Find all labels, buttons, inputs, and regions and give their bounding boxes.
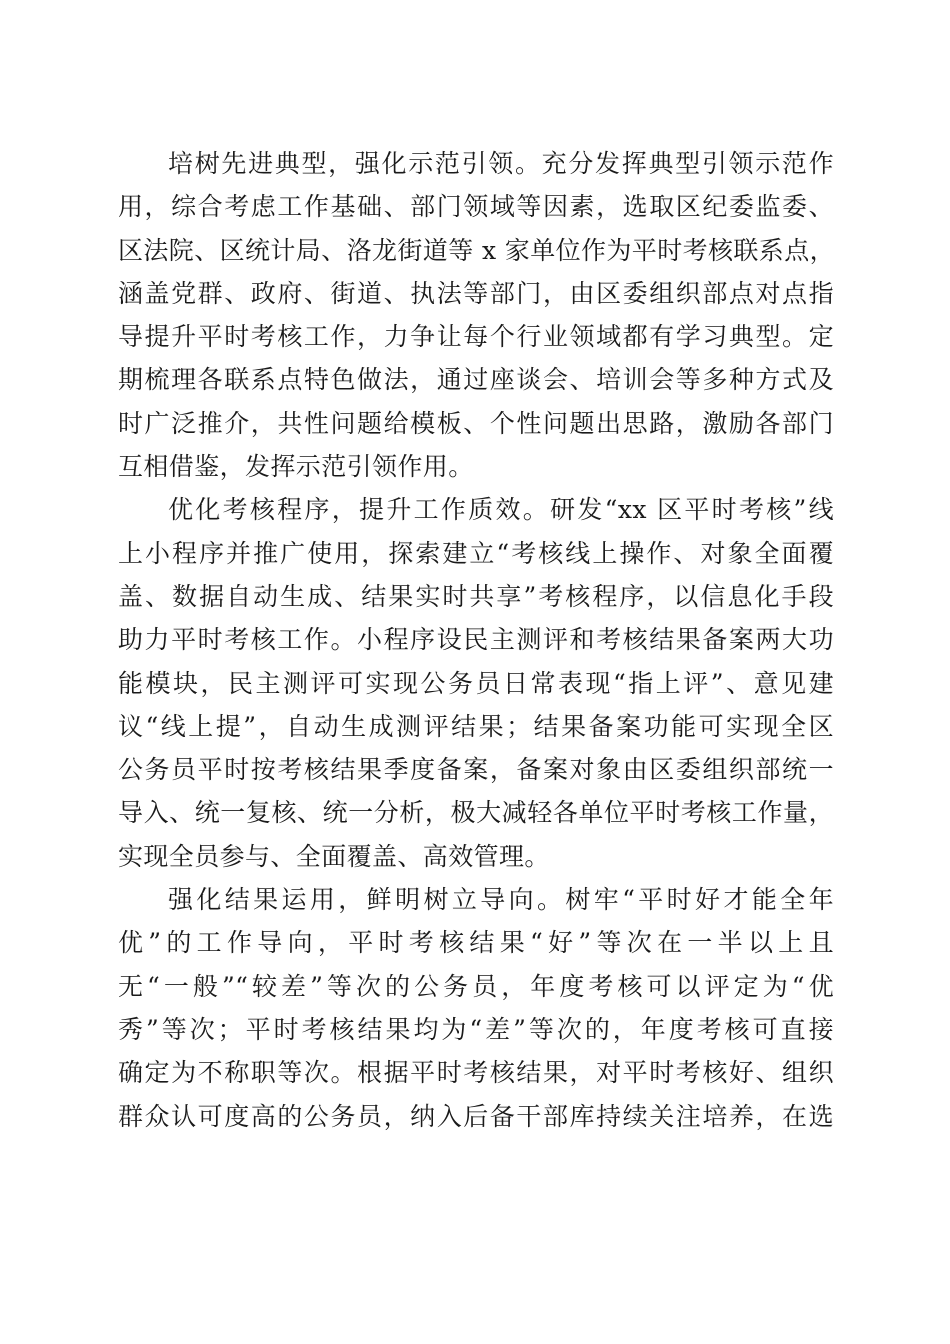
text-line: 期梳理各联系点特色做法，通过座谈会、培训会等多种方式及 [118, 365, 834, 395]
text-line: 实现全员参与、全面覆盖、高效管理。 [118, 841, 550, 871]
text-line: 时广泛推介，共性问题给模板、个性问题出思路，激励各部门 [118, 408, 834, 438]
text-line: 公务员平时按考核结果季度备案，备案对象由区委组织部统一 [118, 755, 834, 785]
text-line: 盖、数据自动生成、结果实时共享”考核程序，以信息化手段 [118, 581, 834, 611]
text-line: 能模块，民主测评可实现公务员日常表现“指上评”、意见建 [118, 668, 834, 698]
text-line: 秀”等次；平时考核结果均为“差”等次的，年度考核可直接 [118, 1014, 834, 1044]
paragraph-typical-models [118, 142, 834, 488]
paragraph-result-application [118, 878, 834, 1138]
text-line: 群众认可度高的公务员，纳入后备干部库持续关注培养，在选 [118, 1101, 834, 1131]
text-line: 无“一般”“较差”等次的公务员，年度考核可以评定为“优 [118, 971, 834, 1001]
document-body [118, 142, 834, 1138]
text-line: 互相借鉴，发挥示范引领作用。 [118, 452, 474, 482]
text-line: 议“线上提”，自动生成测评结果；结果备案功能可实现全区 [118, 711, 834, 741]
text-line: 优化考核程序，提升工作质效。研发“xx 区平时考核”线 [168, 495, 834, 525]
text-line: 区法院、区统计局、洛龙街道等 x 家单位作为平时考核联系点， [118, 235, 835, 265]
text-line: 助力平时考核工作。小程序设民主测评和考核结果备案两大功 [118, 625, 834, 655]
text-line: 导提升平时考核工作，力争让每个行业领域都有学习典型。定 [118, 322, 834, 352]
text-line: 强化结果运用，鲜明树立导向。树牢“平时好才能全年 [168, 885, 834, 915]
text-line: 上小程序并推广使用，探索建立“考核线上操作、对象全面覆 [118, 538, 834, 568]
paragraph-optimize-procedure [118, 488, 834, 878]
text-line: 涵盖党群、政府、街道、执法等部门，由区委组织部点对点指 [118, 278, 834, 308]
text-line: 用，综合考虑工作基础、部门领域等因素，选取区纪委监委、 [118, 192, 834, 222]
text-line: 导入、统一复核、统一分析，极大减轻各单位平时考核工作量， [118, 798, 834, 828]
text-line: 确定为不称职等次。根据平时考核结果，对平时考核好、组织 [118, 1058, 834, 1088]
text-line: 培树先进典型，强化示范引领。充分发挥典型引领示范作 [168, 149, 834, 178]
text-line: 优”的工作导向，平时考核结果“好”等次在一半以上且 [118, 928, 834, 958]
